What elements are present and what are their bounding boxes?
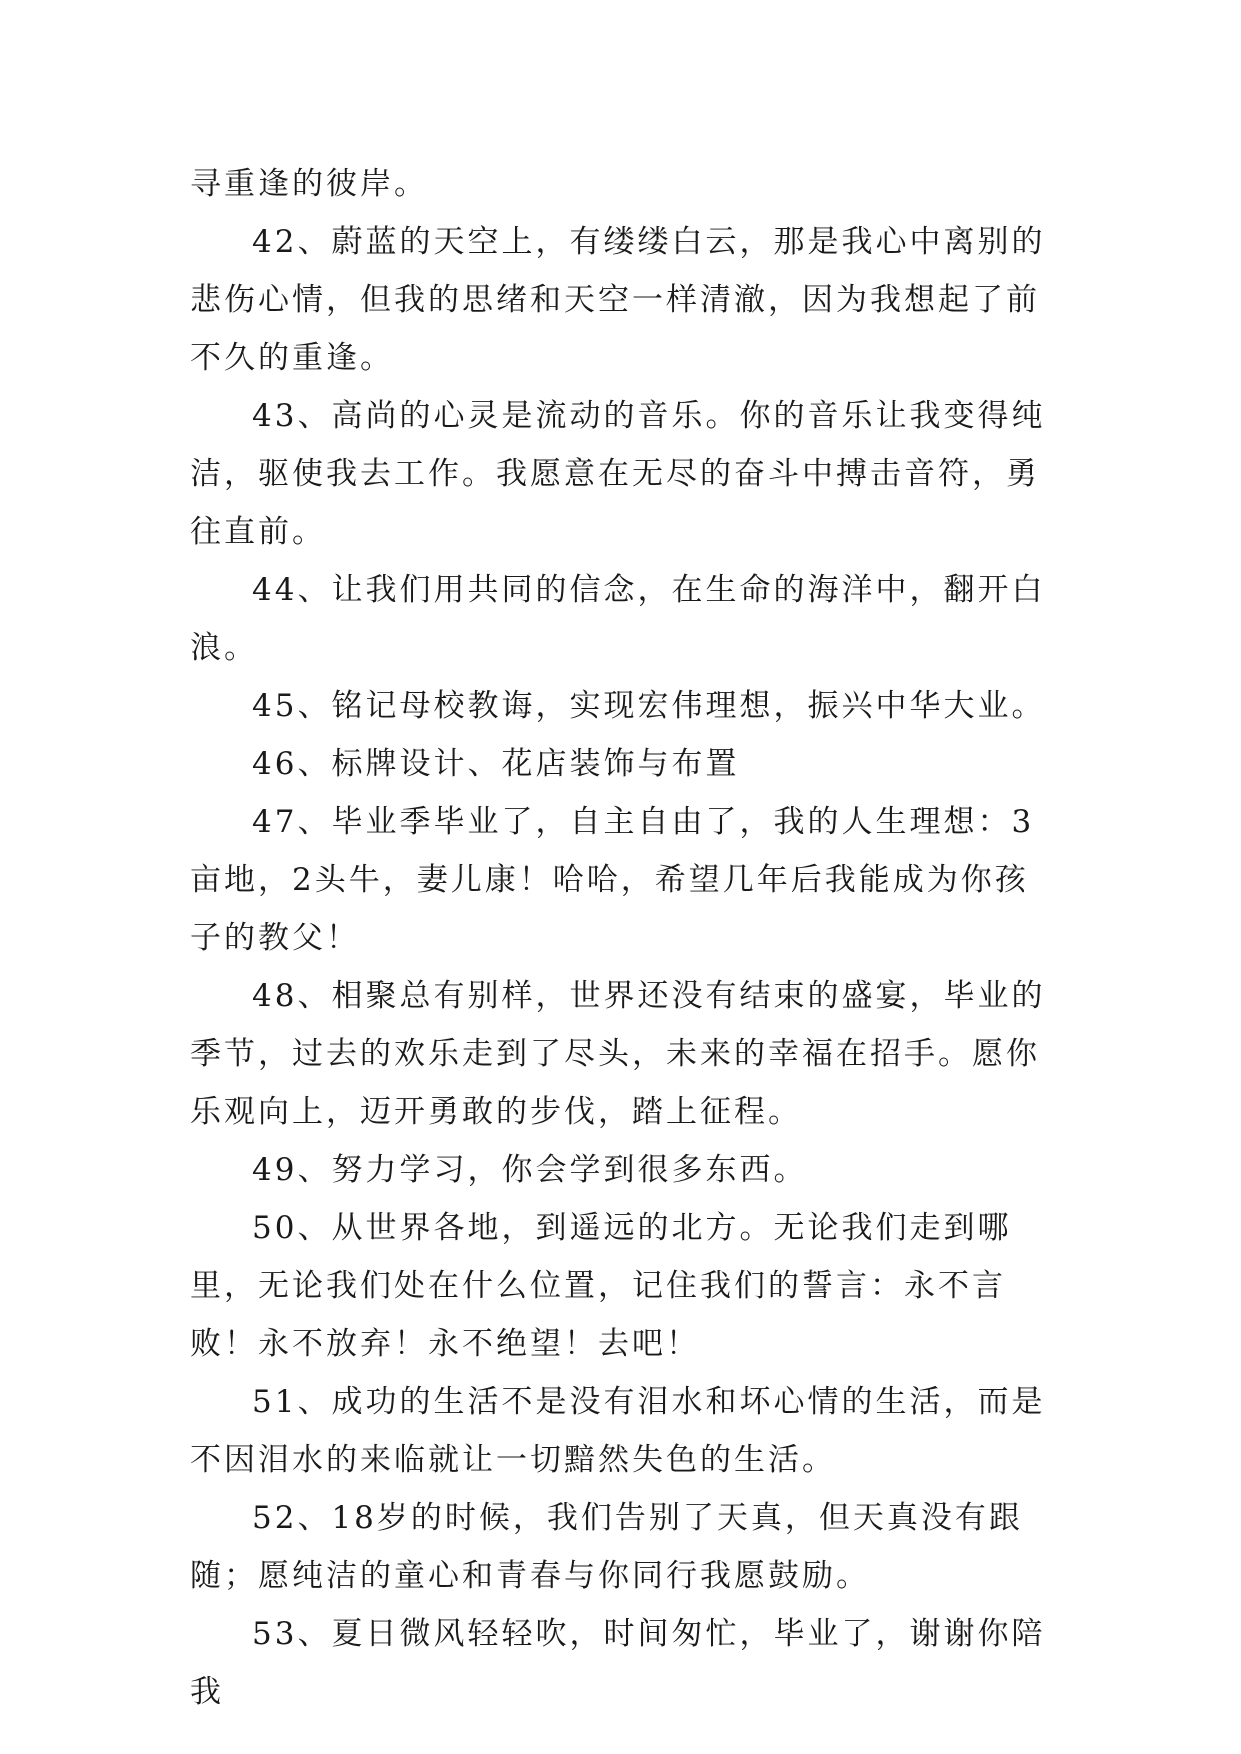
paragraph-item-48: 48、相聚总有别样，世界还没有结束的盛宴，毕业的季节，过去的欢乐走到了尽头，未来的幸福在招手。愿你乐观向上，迈开勇敢的步伐，踏上征程。 <box>190 978 1046 1130</box>
paragraph-item-45: 45、铭记母校教诲，实现宏伟理想，振兴中华大业。 <box>252 688 1046 724</box>
paragraph-item-49: 49、努力学习，你会学到很多东西。 <box>252 1152 808 1188</box>
paragraph-continuation: 寻重逢的彼岸。 <box>190 166 428 202</box>
document-body <box>190 155 1056 1721</box>
paragraph-item-44: 44、让我们用共同的信念，在生命的海洋中，翻开白浪。 <box>190 572 1046 666</box>
paragraph-item-43: 43、高尚的心灵是流动的音乐。你的音乐让我变得纯洁，驱使我去工作。我愿意在无尽的奋斗中搏击音符，勇往直前。 <box>190 398 1046 550</box>
paragraph-item-47: 47、毕业季毕业了，自主自由了，我的人生理想：3亩地，2头牛，妻儿康！哈哈，希望几年后我能成为你孩子的教父！ <box>190 804 1035 956</box>
paragraph-item-51: 51、成功的生活不是没有泪水和坏心情的生活，而是不因泪水的来临就让一切黯然失色的生活。 <box>190 1384 1046 1478</box>
paragraph-item-50: 50、从世界各地，到遥远的北方。无论我们走到哪里，无论我们处在什么位置，记住我们的誓言：永不言败！永不放弃！永不绝望！去吧！ <box>190 1210 1012 1362</box>
paragraph-item-52: 52、18岁的时候，我们告别了天真，但天真没有跟随；愿纯洁的童心和青春与你同行我愿鼓励。 <box>190 1500 1023 1594</box>
paragraph-item-46: 46、标牌设计、花店装饰与布置 <box>252 746 740 782</box>
paragraph-item-42: 42、蔚蓝的天空上，有缕缕白云，那是我心中离别的悲伤心情，但我的思绪和天空一样清澈，因为我想起了前不久的重逢。 <box>190 224 1046 376</box>
paragraph-item-53: 53、夏日微风轻轻吹，时间匆忙，毕业了，谢谢你陪我 <box>190 1616 1046 1710</box>
